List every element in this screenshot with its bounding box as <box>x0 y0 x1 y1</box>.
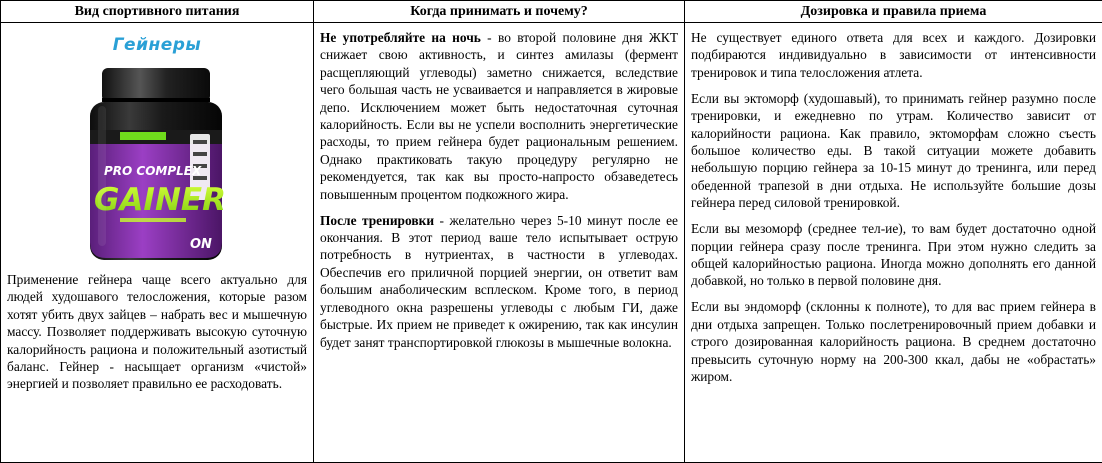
label-line2-text: GAINER <box>94 182 226 218</box>
dosage-cell <box>685 23 1102 463</box>
when-post-workout-heading: После тренировки <box>320 212 435 228</box>
when-paragraph-night <box>320 29 678 203</box>
when-paragraph-post-workout <box>320 212 678 351</box>
header-when: Когда принимать и почему? <box>314 1 685 23</box>
dosage-paragraph-mesomorph: Если вы мезоморф (среднее тел-ие), то вам будет достаточно одной порции гейнера сразу после тренинга. При этом нужно следить за общей калорийностью рациона. Иногда можно дополнять его данной добавкой, но только в первой половине дня. <box>691 221 1096 289</box>
dosage-paragraph-ectomorph: Если вы эктоморф (худошавый), то принимать гейнер разумно после тренировки, и ежедневно по утрам. Количество зависит от калорийности рациона. Как правило, эктоморфам сложно съесть большое количество еды. В такой ситуации можете добавить небольшую порцию гейнера за 10-15 минут до тренинга, или перед обеденной трапезой в дни отдыха. Не используйте большие дозы гейнера перед силовой тренировкой. <box>691 90 1096 211</box>
dosage-paragraph-endomorph: Если вы эндоморф (склонны к полноте), то для вас прием гейнера в дни отдыха запрещен. Только послетренировочный прием добавки и строго дозированная калорийность рациона. В среднем достаточно превысить суточную норму на 200-300 ккал, дабы не «обрастать» жиром. <box>691 299 1096 385</box>
when-night-text: - во второй половине дня ЖКТ снижает свою активность, и синтез амилазы (фермент расщепляющий углеводы) заметно снижается, вследствие чего большая часть не усваивается и направляется в жировые депо. Исключением может быть недостаточная суточная калорийность. Если вы не успели восполнить энергетические расходы, то прием гейнера будет рациональным решением. Однако практиковать такую процедуру регулярно не рекомендуется, так как вы просто-напросто обзаведетесь повышенным процентом подкожного жира. <box>320 30 678 202</box>
supplement-title: Гейнеры <box>112 35 202 55</box>
jar-lid <box>102 68 210 102</box>
brand-logo: ON <box>190 237 212 252</box>
header-dosage: Дозировка и правила приема <box>685 1 1102 23</box>
type-description: Применение гейнера чаще всего актуально для людей худошавого телосложения, которые разом хотят убить двух зайцев – набрать вес и мышечную массу. Позволяет поддерживать высокую суточную калорийность рациона и положительный азотистый баланс. Гейнер - насыщает организм «чистой» энергией и позволяет правильно ее расходовать. <box>7 272 307 392</box>
dosage-paragraph-general: Не существует единого ответа для всех и каждого. Дозировки подбираются индивидуально в зависимости от интенсивности тренировок и типа телосложения атлета. <box>691 30 1096 80</box>
table-row <box>1 23 1102 463</box>
header-row <box>1 1 1102 23</box>
label-line1-text: PRO COMPLEX <box>104 164 202 178</box>
when-night-heading: Не употребляйте на ночь <box>320 30 481 45</box>
when-post-workout-text: - желательно через 5-10 минут после ее окончания. В этот период ваше тело испытывает острую потребность в нутриентах, в частности в углеводах. Обеспечив его приличной порцией энергии, он ответит вам большим анаболическим всплеском. Кроме того, в период углеводного окна разрешены углеводы с любым ГИ, даже быстрые. Их прием не приведет к ожирению, так как инсулин будет занят транспортировкой глюкозы в мышечные волокна. <box>320 212 678 350</box>
type-cell <box>1 23 314 463</box>
gainer-jar-image <box>72 60 242 265</box>
header-type: Вид спортивного питания <box>1 1 314 23</box>
when-cell <box>314 23 685 463</box>
